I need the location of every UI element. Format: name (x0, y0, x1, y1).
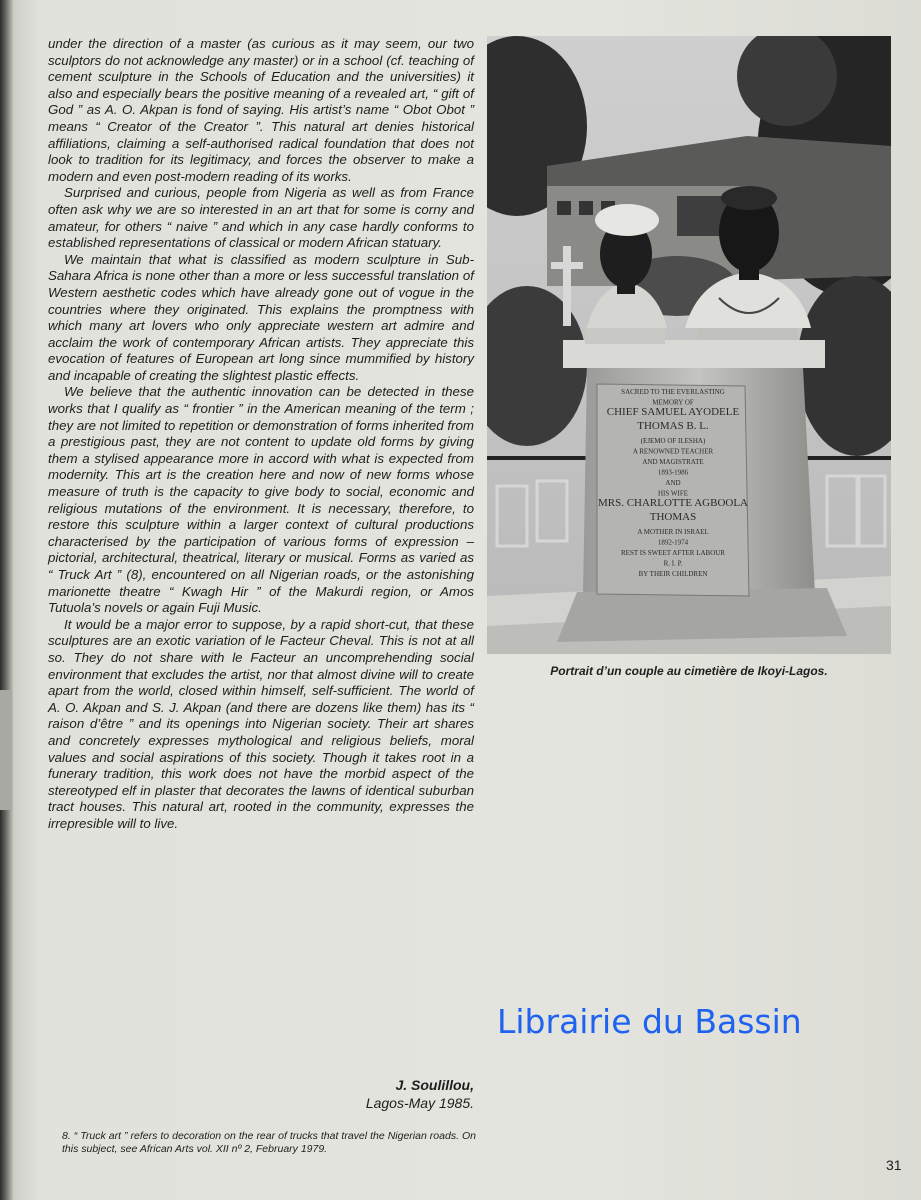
plaque-line: R. I. P. (663, 559, 683, 568)
plaque-line: HIS WIFE (657, 489, 689, 498)
plaque-line: REST IS SWEET AFTER LABOUR (621, 549, 725, 557)
photo-illustration (487, 36, 891, 654)
paragraph-2: Surprised and curious, people from Nigeria as well as from France often ask why we are so interested in an art that for some is corny and amateur, for others “ naive ” and which in any case hardly conforms to established representations of classical or modern African statuary. (48, 185, 474, 251)
plaque-line: BY THEIR CHILDREN (638, 570, 708, 578)
paragraph-1: under the direction of a master (as curious as it may seem, our two sculptors do not acknowledge any master) or in a school (cf. teaching of cement sculpture in the Schools of Education and the universities) it also and especially bears the positive meaning of a revealed art, “ gift of God ” as A. O. Akpan is fond of saying. His artist’s name “ Obot Obot ” means “ Creator of the Creator ”. This natural art denies historical affiliations, claiming a self-authorised radical foundation that does not look to tradition for its legitimacy, and forces the observer to make a modern and even post-modern reading of its works. (48, 36, 474, 184)
plaque-line: AND MAGISTRATE (642, 458, 704, 466)
paragraph-4: We believe that the authentic innovation can be detected in these works that I qualify as “ frontier ” in the American meaning of the term ; they are not limited to repetition or demonstration of forms inherited from a prestigious past, they are not content to update old forms by giving them a stylised appearance more in accord with what is expected from modernity. This art is the creation here and now of new forms whose measure of truth is the capacity to give body to social, economic and religious mutations of the environment. It is necessary, therefore, to restore this sculpture within a larger context of cultural productions characterised by the participation of various forms of expression – pictorial, architectural, theatrical, literary or musical. Forms as varied as “ Truck Art ” (8), encountered on all Nigerian roads, or the astonishing marionette theatre “ Kwagh Hir ” of the Makurdi region, or Amos Tutuola’s novels or again Fuji Music. (48, 384, 474, 616)
plaque-line: SACRED TO THE EVERLASTING (621, 388, 725, 396)
plaque-line: MRS. CHARLOTTE AGBOOLA (597, 497, 749, 509)
photo-caption: Portrait d’un couple au cimetière de Ikoyi-Lagos. (550, 664, 828, 678)
page-number: 31 (886, 1157, 902, 1173)
plaque-line: CHIEF SAMUEL AYODELE (606, 406, 740, 418)
plaque-line: THOMAS (649, 511, 697, 523)
place-date: Lagos-May 1985. (365, 1095, 474, 1111)
plaque-line: 1893-1986 (657, 468, 689, 477)
plaque-line: AND (665, 479, 681, 487)
author-name: J. Soulillou, (395, 1077, 474, 1093)
paragraph-5: It would be a major error to suppose, by a rapid short-cut, that these sculptures are an exotic variation of le Facteur Cheval. This is not at all so. They do not share with le Facteur an uncomprehending social environment that excludes the artist, nor that almost divine will to create apart from the world, closed within himself, self-sufficient. The world of A. O. Akpan and S. J. Akpan (and there are dozens like them) has its “ raison d’être ” and its openings into Nigerian society. Their art shares and concretely expresses mythological and religious beliefs, moral values and social aspirations of this society. Though it takes root in a funerary tradition, this work does not have the morbid aspect of the stereotyped elf in plaster that decorates the lawns of identical suburban tract houses. This natural art, rooted in the community, expresses the irrepresible will to live. (48, 616, 474, 831)
article-text (48, 36, 474, 833)
plaque-line: MEMORY OF (652, 398, 694, 407)
footnote: 8. “ Truck art ” refers to decoration on the rear of trucks that travel the Nigerian roads. On this subject, see African Arts vol. XII nº 2, February 1979. (62, 1130, 476, 1155)
plaque-line: A MOTHER IN ISRAEL (637, 528, 709, 536)
plaque-line: A RENOWNED TEACHER (632, 447, 714, 456)
plaque-line: (EJEMO OF ILESHA) (640, 437, 706, 445)
plaque-line: 1892-1974 (657, 538, 689, 547)
plaque-line: THOMAS B. L. (637, 420, 709, 432)
paragraph-3: We maintain that what is classified as modern sculpture in Sub-Sahara Africa is none other than a more or less successful translation of Western aesthetic codes which have already gone out of vogue in the countries where they originated. This explains the promptness with which many art lovers who only appreciate western art admire and acclaim the work of contemporary African artists. They appreciate this evocation of features of European art long since mummified by history and incapable of creating the slightest plastic effects. (48, 251, 474, 383)
page-edge (0, 690, 12, 810)
signature-block (300, 1076, 474, 1112)
cemetery-photo (487, 36, 891, 654)
watermark: Librairie du Bassin (497, 1002, 802, 1041)
